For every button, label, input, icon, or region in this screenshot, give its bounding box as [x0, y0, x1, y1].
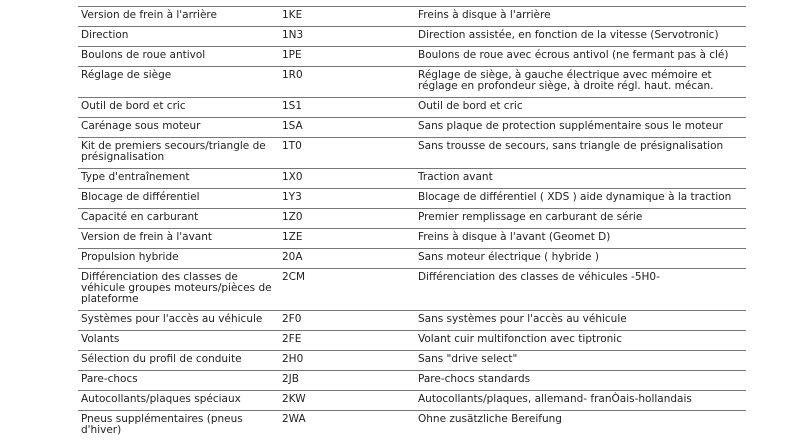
option-code: 1ZE — [282, 231, 303, 243]
option-label: Outil de bord et cric — [81, 100, 186, 112]
option-label: Version de frein à l'avant — [81, 231, 212, 243]
table-row — [78, 411, 746, 442]
option-label: Réglage de siège — [81, 69, 172, 81]
option-code: 1N3 — [282, 29, 304, 41]
table-row — [78, 67, 746, 98]
option-label: Capacité en carburant — [81, 211, 199, 223]
table-row — [78, 47, 746, 67]
option-code: 1R0 — [282, 69, 303, 81]
option-code: 2H0 — [282, 353, 304, 365]
option-code: 1SA — [282, 120, 303, 132]
option-description: Autocollants/plaques, allemand- franÒais-hollandais — [418, 393, 692, 405]
table-row — [78, 209, 746, 229]
option-description: Sans plaque de protection supplémentaire sous le moteur — [418, 120, 723, 132]
option-description: Volant cuir multifonction avec tiptronic — [418, 333, 622, 345]
table-row — [78, 311, 746, 331]
table-top-rule — [78, 0, 746, 7]
option-description: Réglage de siège, à gauche électrique avec mémoire et réglage en profondeur siège, à droite régl. haut. mécan. — [418, 69, 714, 92]
table-row — [78, 27, 746, 47]
table-row — [78, 351, 746, 371]
table-row — [78, 269, 746, 311]
option-code: 1KE — [282, 9, 303, 21]
option-code: 2JB — [282, 373, 299, 385]
option-description: Blocage de différentiel ( XDS ) aide dynamique à la traction — [418, 191, 732, 203]
option-description: Outil de bord et cric — [418, 100, 523, 112]
option-code: 1Z0 — [282, 211, 303, 223]
table-row — [78, 138, 746, 169]
option-label: Autocollants/plaques spéciaux — [81, 393, 241, 405]
table-row — [78, 249, 746, 269]
option-label: Propulsion hybride — [81, 251, 179, 263]
option-code: 2F0 — [282, 313, 302, 325]
option-code: 20A — [282, 251, 303, 263]
option-label: Systèmes pour l'accès au véhicule — [81, 313, 263, 325]
option-label: Type d'entraînement — [81, 171, 190, 183]
option-label: Carénage sous moteur — [81, 120, 201, 132]
option-description: Direction assistée, en fonction de la vitesse (Servotronic) — [418, 29, 719, 41]
option-description: Freins à disque à l'arrière — [418, 9, 551, 21]
table-row — [78, 98, 746, 118]
option-label: Volants — [81, 333, 120, 345]
option-label: Kit de premiers secours/triangle de présignalisation — [81, 140, 266, 163]
option-description: Ohne zusätzliche Bereifung — [418, 413, 562, 425]
option-code: 1X0 — [282, 171, 303, 183]
option-description: Sans trousse de secours, sans triangle de présignalisation — [418, 140, 724, 152]
option-code: 2KW — [282, 393, 306, 405]
option-label: Blocage de différentiel — [81, 191, 200, 203]
option-description: Boulons de roue avec écrous antivol (ne fermant pas à clé) — [418, 49, 729, 61]
table-row — [78, 371, 746, 391]
option-code: 1S1 — [282, 100, 303, 112]
option-description: Différenciation des classes de véhicules -5H0- — [418, 271, 660, 283]
table-row — [78, 169, 746, 189]
option-label: Pare-chocs — [81, 373, 138, 385]
option-label: Version de frein à l'arrière — [81, 9, 217, 21]
option-label: Différenciation des classes de véhicule groupes moteurs/pièces de plateforme — [81, 271, 272, 305]
table-row — [78, 229, 746, 249]
option-label: Sélection du profil de conduite — [81, 353, 242, 365]
option-description: Sans moteur électrique ( hybride ) — [418, 251, 599, 263]
option-description: Pare-chocs standards — [418, 373, 531, 385]
table-row — [78, 7, 746, 27]
table-row — [78, 331, 746, 351]
option-code: 1T0 — [282, 140, 302, 152]
option-description: Premier remplissage en carburant de série — [418, 211, 643, 223]
option-description: Traction avant — [418, 171, 493, 183]
option-code: 2FE — [282, 333, 302, 345]
equipment-table — [78, 0, 746, 442]
table-row — [78, 189, 746, 209]
table-row — [78, 391, 746, 411]
option-label: Direction — [81, 29, 129, 41]
option-label: Boulons de roue antivol — [81, 49, 206, 61]
option-code: 2CM — [282, 271, 306, 283]
option-description: Sans systèmes pour l'accès au véhicule — [418, 313, 627, 325]
option-code: 1Y3 — [282, 191, 302, 203]
option-code: 2WA — [282, 413, 306, 425]
option-description: Freins à disque à l'avant (Geomet D) — [418, 231, 611, 243]
option-code: 1PE — [282, 49, 302, 61]
option-description: Sans "drive select" — [418, 353, 518, 365]
option-label: Pneus supplémentaires (pneus d'hiver) — [81, 413, 243, 436]
table-row — [78, 118, 746, 138]
